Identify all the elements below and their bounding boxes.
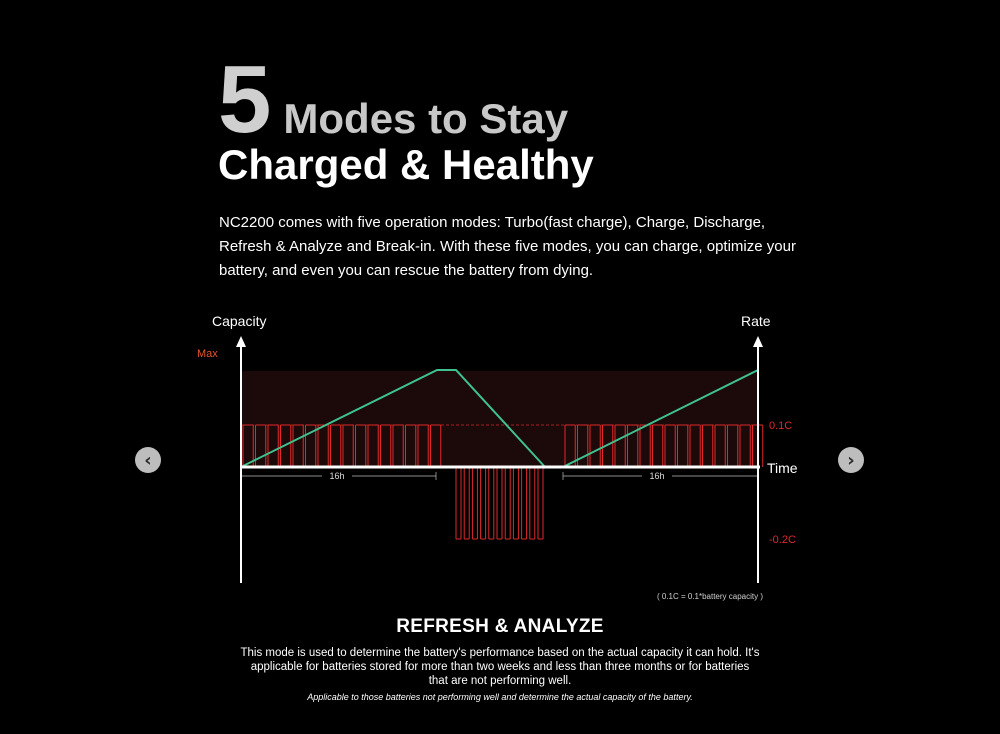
capacity-axis-label: Capacity — [212, 313, 267, 329]
intro-paragraph: NC2200 comes with five operation modes: Turbo(fast charge), Charge, Discharge, Refresh & Analyze and Break-in. With these five modes, you can charge, optimize your battery, and even you can rescue the battery from dying. — [219, 214, 796, 279]
max-label: Max — [197, 348, 218, 360]
title-line-1 — [218, 46, 818, 153]
mode-title: REFRESH & ANALYZE — [396, 616, 604, 637]
title-line-2: Charged & Healthy — [218, 141, 594, 188]
chevron-left-icon: ‹ — [144, 449, 152, 471]
rate-axis-arrow — [753, 336, 763, 347]
capacity-band — [241, 371, 758, 468]
duration-marker-left — [242, 471, 436, 481]
page-title — [218, 46, 818, 188]
mode-description: This mode is used to determine the battery's performance based on the actual capacity it can hold. It's applicable for batteries stored for more than two weeks and less than three months or for batteries that are not performing well. — [240, 647, 760, 687]
duration-left-label: 16h — [329, 471, 345, 481]
duration-right-label: 16h — [649, 471, 665, 481]
next-mode-button[interactable] — [838, 447, 864, 473]
rate-positive-label: 0.1C — [769, 420, 793, 432]
rate-axis-label: Rate — [741, 313, 771, 329]
capacity-axis-arrow — [236, 336, 246, 347]
rate-footnote: ( 0.1C = 0.1*battery capacity ) — [656, 592, 763, 601]
rate-negative-label: -0.2C — [769, 534, 796, 546]
time-axis-label: Time — [767, 460, 798, 476]
mode-note: Applicable to those batteries not performing well and determine the actual capacity of the battery. — [307, 692, 693, 702]
chevron-right-icon: › — [847, 449, 855, 471]
mode-count: 5 — [218, 46, 270, 153]
duration-marker-right — [563, 471, 757, 481]
title-modes-text: Modes to Stay — [283, 95, 569, 142]
previous-mode-button[interactable] — [135, 447, 161, 473]
